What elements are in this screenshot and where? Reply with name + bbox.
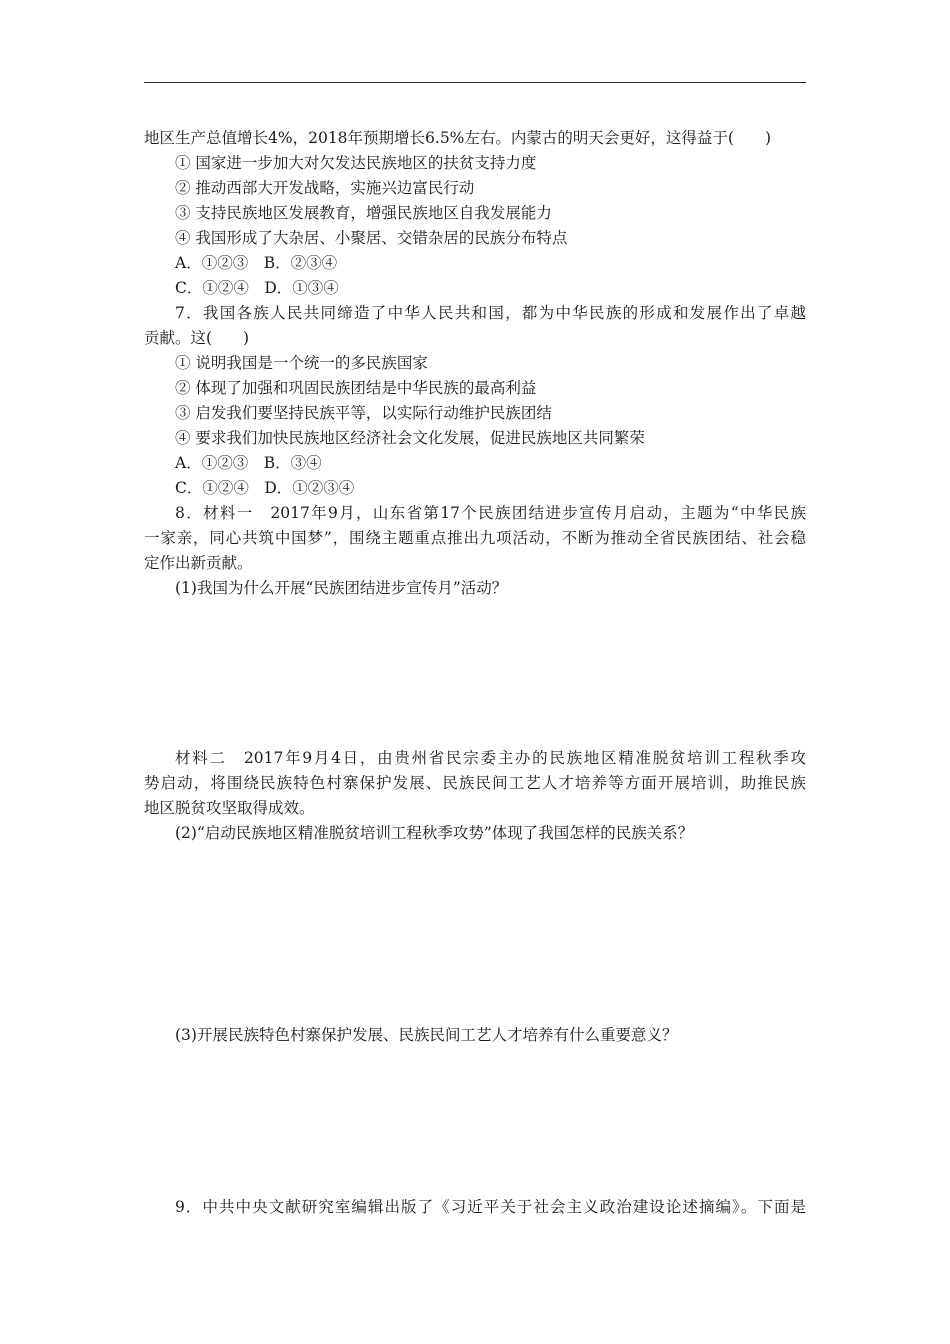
q8-material2-line-2: 势启动，将围绕民族特色村寨保护发展、民族民间工艺人才培养等方面开展培训，助推民族 — [144, 774, 806, 792]
q8-material2-line-1: 材料二 2017年9月4日，由贵州省民宗委主办的民族地区精准脱贫培训工程秋季攻 — [175, 749, 806, 767]
q7-option-4: ④ 要求我们加快民族地区经济社会文化发展，促进民族地区共同繁荣 — [175, 429, 645, 447]
q6-option-2: ② 推动西部大开发战略，实施兴边富民行动 — [175, 179, 475, 197]
q8-material1-line-1: 8．材料一 2017年9月，山东省第17个民族团结进步宣传月启动，主题为“中华民族 — [175, 504, 806, 522]
q7-stem-line-1: 7．我国各族人民共同缔造了中华人民共和国，都为中华民族的形成和发展作出了卓越 — [175, 304, 806, 322]
q8-subquestion-1: (1)我国为什么开展“民族团结进步宣传月”活动？ — [175, 579, 508, 597]
q6-choices-cd: C．①②④ D．①③④ — [175, 279, 339, 297]
q6-option-3: ③ 支持民族地区发展教育，增强民族地区自我发展能力 — [175, 204, 552, 222]
q7-choices-cd: C．①②④ D．①②③④ — [175, 479, 355, 497]
q7-option-3: ③ 启发我们要坚持民族平等，以实际行动维护民族团结 — [175, 404, 552, 422]
q7-stem-line-2: 贡献。这( ) — [144, 329, 250, 347]
q6-stem-tail: 地区生产总值增长4%，2018年预期增长6.5%左右。内蒙古的明天会更好，这得益于( ) — [144, 129, 772, 147]
header-rule — [144, 82, 806, 83]
q6-option-4: ④ 我国形成了大杂居、小聚居、交错杂居的民族分布特点 — [175, 229, 568, 247]
q6-option-1: ① 国家进一步加大对欠发达民族地区的扶贫支持力度 — [175, 154, 537, 172]
q8-material2-line-3: 地区脱贫攻坚取得成效。 — [144, 799, 315, 817]
q7-choices-ab: A．①②③ B．③④ — [175, 454, 322, 472]
q8-material1-line-2: 一家亲，同心共筑中国梦”，围绕主题重点推出九项活动，不断为推动全省民族团结、社会稳 — [144, 529, 806, 547]
q8-material1-line-3: 定作出新贡献。 — [144, 554, 253, 572]
q6-choices-ab: A．①②③ B．②③④ — [175, 254, 338, 272]
q9-stem-line-1: 9．中共中央文献研究室编辑出版了《习近平关于社会主义政治建设论述摘编》。下面是 — [175, 1198, 806, 1216]
q8-subquestion-2: (2)“启动民族地区精准脱贫培训工程秋季攻势”体现了我国怎样的民族关系？ — [175, 824, 694, 842]
q7-option-1: ① 说明我国是一个统一的多民族国家 — [175, 354, 428, 372]
q8-subquestion-3: (3)开展民族特色村寨保护发展、民族民间工艺人才培养有什么重要意义？ — [175, 1026, 678, 1044]
q7-option-2: ② 体现了加强和巩固民族团结是中华民族的最高利益 — [175, 379, 537, 397]
